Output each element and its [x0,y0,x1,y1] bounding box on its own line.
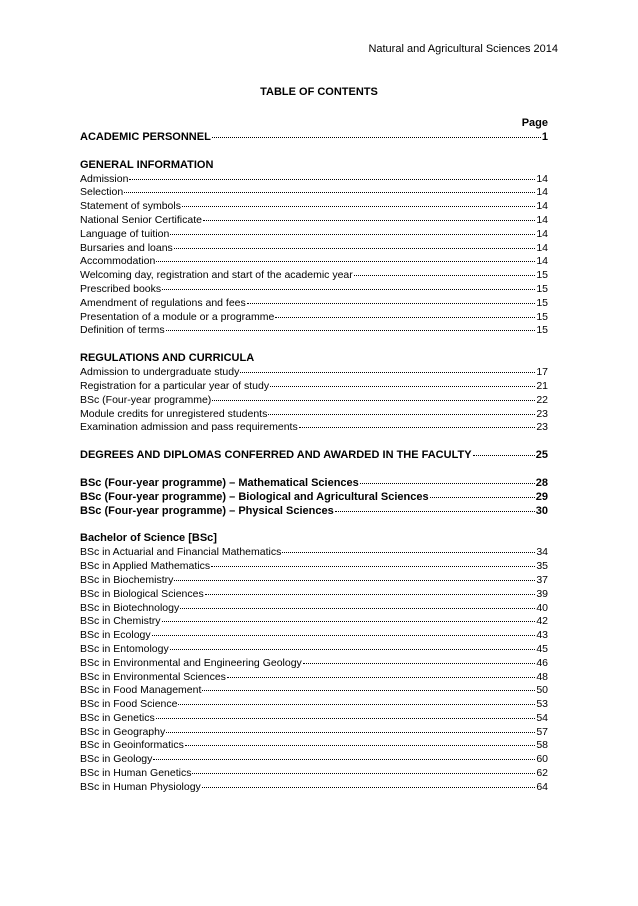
toc-entry-page: 50 [536,684,548,697]
regulations-list [80,366,548,435]
toc-entry[interactable] [80,477,548,491]
dot-leader [473,455,535,456]
dot-leader [303,663,536,664]
dot-leader [430,497,535,498]
four-year-programme-list [80,477,548,518]
toc-entry-label: BSc (Four-year programme) – Biological and Agricultural Sciences [80,490,429,503]
toc-entry[interactable] [80,574,548,588]
dot-leader [170,234,535,235]
toc-entry-page: 14 [536,200,548,213]
toc-entry-page: 54 [536,711,548,724]
toc-entry-page: 23 [536,421,548,434]
toc-entry[interactable] [80,657,548,671]
toc-entry[interactable] [80,255,548,269]
toc-entry-page: 60 [536,753,548,766]
toc-entry-page: 37 [536,573,548,586]
toc-entry-page: 48 [536,670,548,683]
toc-entry-label: Definition of terms [80,324,165,337]
toc-entry[interactable] [80,629,548,643]
toc-entry[interactable] [80,269,548,283]
toc-entry-label: BSc in Geoinformatics [80,739,184,752]
dot-leader [227,677,535,678]
toc-entry-page: 15 [536,296,548,309]
toc-entry-label: BSc in Human Physiology [80,780,201,793]
dot-leader [185,745,535,746]
toc-entry-label: BSc in Genetics [80,711,155,724]
toc-entry-label: Module credits for unregistered students [80,407,268,420]
toc-entry-page: 15 [536,310,548,323]
toc-entry-label: BSc in Entomology [80,642,169,655]
dot-leader [192,773,535,774]
dot-leader [174,248,536,249]
toc-entry-page: 30 [535,504,548,517]
toc-entry-label: BSc in Food Management [80,684,202,697]
toc-entry-label: BSc in Environmental and Engineering Geology [80,656,302,669]
toc-entry-page: 45 [536,642,548,655]
toc-entry[interactable] [80,615,548,629]
toc-entry-label: Bursaries and loans [80,241,173,254]
section-heading-regulations: REGULATIONS AND CURRICULA [80,352,255,365]
table-of-contents [80,117,548,795]
dot-leader [166,732,535,733]
toc-entry-label: BSc (Four-year programme) [80,393,212,406]
toc-entry-page: 43 [536,629,548,642]
dot-leader [152,635,536,636]
toc-entry-page: 53 [536,698,548,711]
toc-entry[interactable] [80,324,548,338]
toc-entry-label: BSc in Human Genetics [80,767,192,780]
toc-entry-page: 21 [536,379,548,392]
toc-entry[interactable] [80,643,548,657]
toc-entry-label: Admission to undergraduate study [80,366,240,379]
toc-entry-label: BSc in Ecology [80,629,151,642]
toc-entry-label: BSc in Applied Mathematics [80,560,211,573]
toc-entry-label: ACADEMIC PERSONNEL [80,130,211,143]
toc-entry-label: BSc in Biochemistry [80,573,174,586]
page-column-label: Page [521,117,548,129]
toc-entry-page: 15 [536,282,548,295]
dot-leader [156,261,535,262]
toc-entry-label: BSc in Biological Sciences [80,587,204,600]
toc-entry[interactable] [80,767,548,781]
toc-entry[interactable] [80,781,548,795]
toc-entry[interactable] [80,297,548,311]
dot-leader [299,427,536,428]
dot-leader [202,690,535,691]
toc-entry-label: Accommodation [80,255,156,268]
toc-entry-page: 64 [536,780,548,793]
toc-entry[interactable] [80,408,548,422]
toc-entry[interactable] [80,739,548,753]
toc-entry-label: BSc (Four-year programme) – Mathematical Sciences [80,476,359,489]
toc-entry[interactable] [80,366,548,380]
dot-leader [212,137,541,138]
toc-entry-page: 46 [536,656,548,669]
toc-entry-page: 22 [536,393,548,406]
toc-entry-page: 14 [536,213,548,226]
dot-leader [174,580,535,581]
dot-leader [166,330,536,331]
toc-entry-label: Selection [80,186,124,199]
running-header: Natural and Agricultural Sciences 2014 [368,43,558,55]
toc-entry-page: 14 [536,241,548,254]
toc-entry[interactable] [80,242,548,256]
toc-entry-page: 25 [535,449,548,462]
toc-entry-page: 14 [536,227,548,240]
toc-entry[interactable] [80,186,548,200]
toc-entry[interactable] [80,698,548,712]
toc-entry[interactable] [80,560,548,574]
dot-leader [247,303,536,304]
toc-title: TABLE OF CONTENTS [260,86,378,98]
dot-leader [162,289,535,290]
dot-leader [170,649,536,650]
toc-entry[interactable] [80,546,548,560]
spacer [80,338,548,352]
toc-entry[interactable] [80,173,548,187]
toc-entry-page: 17 [536,366,548,379]
dot-leader [182,206,535,207]
toc-entry[interactable] [80,726,548,740]
toc-entry-academic-personnel[interactable] [80,131,548,145]
dot-leader [129,179,535,180]
toc-entry-label: BSc in Geography [80,725,166,738]
toc-entry-page: 35 [536,560,548,573]
toc-entry-page: 28 [535,476,548,489]
toc-entry-page: 39 [536,587,548,600]
toc-entry-label: Prescribed books [80,282,162,295]
dot-leader [335,511,535,512]
toc-entry-page: 14 [536,186,548,199]
toc-entry-label: Language of tuition [80,227,170,240]
spacer [80,463,548,477]
toc-entry-page: 62 [536,767,548,780]
toc-entry-page: 34 [536,546,548,559]
toc-entry-page: 15 [536,324,548,337]
toc-entry-label: Admission [80,172,129,185]
dot-leader [202,787,536,788]
toc-entry[interactable] [80,753,548,767]
dot-leader [240,372,535,373]
toc-entry-page: 29 [535,490,548,503]
spacer [80,435,548,449]
toc-entry-degrees[interactable] [80,449,548,463]
dot-leader [275,317,535,318]
dot-leader [203,220,535,221]
toc-entry[interactable] [80,394,548,408]
general-information-list [80,173,548,339]
toc-entry-label: Registration for a particular year of study [80,379,270,392]
dot-leader [124,192,535,193]
section-heading-general: GENERAL INFORMATION [80,158,214,171]
toc-entry-label: Presentation of a module or a programme [80,310,275,323]
toc-entry-page: 1 [541,130,548,143]
dot-leader [178,704,535,705]
toc-entry[interactable] [80,588,548,602]
dot-leader [282,552,535,553]
toc-entry-page: 23 [536,407,548,420]
toc-entry-page: 40 [536,601,548,614]
toc-entry-page: 58 [536,739,548,752]
toc-entry-page: 14 [536,172,548,185]
toc-entry-label: BSc (Four-year programme) – Physical Sciences [80,504,334,517]
toc-entry[interactable] [80,712,548,726]
toc-entry[interactable] [80,380,548,394]
toc-entry-label: BSc in Food Science [80,698,178,711]
dot-leader [180,608,535,609]
toc-entry[interactable] [80,602,548,616]
toc-entry[interactable] [80,214,548,228]
dot-leader [268,414,535,415]
toc-entry[interactable] [80,505,548,519]
dot-leader [354,275,536,276]
dot-leader [360,483,535,484]
toc-entry-label: BSc in Actuarial and Financial Mathematics [80,546,282,559]
toc-entry-label: Amendment of regulations and fees [80,296,246,309]
toc-entry[interactable] [80,283,548,297]
toc-entry[interactable] [80,200,548,214]
spacer [80,518,548,532]
toc-entry-label: National Senior Certificate [80,213,202,226]
dot-leader [270,386,535,387]
dot-leader [212,400,535,401]
bsc-programme-list [80,546,548,794]
toc-entry-label: BSc in Environmental Sciences [80,670,226,683]
toc-entry-page: 15 [536,269,548,282]
toc-entry-label: BSc in Geology [80,753,153,766]
toc-entry-page: 57 [536,725,548,738]
dot-leader [211,566,535,567]
toc-entry[interactable] [80,671,548,685]
toc-entry-label: BSc in Chemistry [80,615,161,628]
toc-entry-label: BSc in Biotechnology [80,601,180,614]
toc-entry-label: DEGREES AND DIPLOMAS CONFERRED AND AWARDED IN THE FACULTY [80,449,472,462]
dot-leader [162,621,536,622]
spacer [80,145,548,159]
section-heading-bsc: Bachelor of Science [BSc] [80,532,217,545]
dot-leader [153,759,535,760]
toc-entry[interactable] [80,228,548,242]
toc-entry[interactable] [80,421,548,435]
toc-entry-label: Welcoming day, registration and start of the academic year [80,269,353,282]
dot-leader [156,718,536,719]
toc-entry-page: 42 [536,615,548,628]
toc-entry[interactable] [80,311,548,325]
toc-entry[interactable] [80,491,548,505]
toc-entry[interactable] [80,684,548,698]
toc-entry-label: Examination admission and pass requirements [80,421,298,434]
toc-entry-label: Statement of symbols [80,200,181,213]
dot-leader [205,594,536,595]
toc-entry-page: 14 [536,255,548,268]
